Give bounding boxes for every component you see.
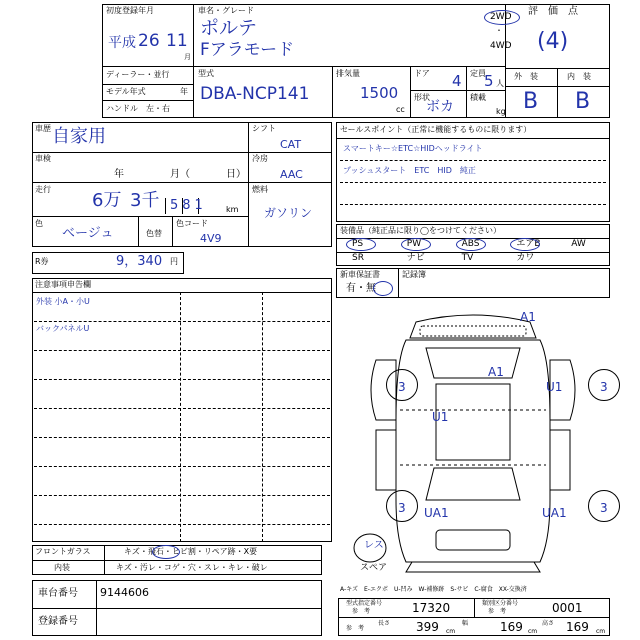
notes-line-1: 外装 小A・小U xyxy=(36,297,90,306)
mileage-label: 走行 xyxy=(35,185,51,194)
reg-year: 26 xyxy=(138,31,160,51)
drive-2wd: 2WD xyxy=(490,12,512,22)
sales-line-1: スマートキー☆ETC☆HIDヘッドライト xyxy=(343,144,483,153)
load-label: 積載 xyxy=(470,93,486,102)
damage-mark: A1 xyxy=(520,310,536,324)
fuel-value: ガソリン xyxy=(264,206,313,220)
shift-label: シフト xyxy=(252,124,276,133)
interior-cond-label: 内装 xyxy=(54,563,70,572)
capacity-unit: 人 xyxy=(496,79,504,88)
damage-mark: 3 xyxy=(398,501,406,515)
registration-label: 登録番号 xyxy=(38,616,78,627)
displacement: 1500 xyxy=(360,84,399,102)
km-unit: km xyxy=(226,205,239,214)
interior-grade: B xyxy=(575,89,591,114)
mileage-units: 581 xyxy=(170,198,207,213)
drive-dot: ・ xyxy=(495,26,503,35)
equipment-item: ナビ xyxy=(406,253,425,263)
sales-title: セールスポイント（正常に機能するものに限ります） xyxy=(340,125,532,134)
damage-mark: 3 xyxy=(600,501,608,515)
model-year-unit: 年 xyxy=(180,87,188,96)
notes-title: 注意事項申告欄 xyxy=(35,280,91,289)
color-label: 色 xyxy=(35,219,43,228)
dim-hei: 169 xyxy=(566,620,589,634)
equipment-circle xyxy=(346,238,376,251)
records-label: 記録簿 xyxy=(402,270,426,279)
car-grade: Fアラモード xyxy=(200,40,295,60)
reg-month: 11 xyxy=(166,31,188,51)
insp-year-unit: 年 xyxy=(114,169,124,180)
windshield-value: キズ・飛石・ヒビ割・リペア跡・X要 xyxy=(124,547,258,556)
equipment-item: TV xyxy=(461,253,474,263)
shape: ボカ xyxy=(426,99,454,115)
dim-wid-unit: cm xyxy=(528,628,538,635)
color-value: ベージュ xyxy=(62,226,114,241)
recycle-unit: 円 xyxy=(170,257,178,266)
color-change-label: 色替 xyxy=(146,229,162,238)
mileage-ten-thousands: 6万 xyxy=(92,190,122,211)
dim-len: 399 xyxy=(416,620,439,634)
capacity-label: 定員 xyxy=(470,69,486,78)
handle-label: ハンドル 左・右 xyxy=(106,104,170,113)
dim-wid-label: 幅 xyxy=(462,620,469,627)
doors: 4 xyxy=(452,72,462,90)
windshield-label: フロントガラス xyxy=(35,547,91,556)
load-unit: kg xyxy=(496,107,506,116)
shift-value: CAT xyxy=(280,138,302,151)
category-label: 車歴 xyxy=(35,124,51,133)
ac-label: 冷房 xyxy=(252,154,268,163)
dim-len-unit: cm xyxy=(446,628,456,635)
notes-line-2: バックパネルU xyxy=(36,324,90,333)
equipment-item: カワ xyxy=(516,253,535,263)
insp-day-unit: 日） xyxy=(226,169,246,180)
displacement-label: 排気量 xyxy=(336,69,360,78)
interior-cond-value: キズ・汚レ・コゲ・穴・スレ・キレ・破レ xyxy=(116,563,268,572)
dim-hei-unit: cm xyxy=(596,628,606,635)
warranty-value: 有・無 xyxy=(346,283,376,294)
category-no: 0001 xyxy=(552,601,583,615)
reg-date-label: 初度登録年月 xyxy=(106,6,154,15)
equipment-item: AW xyxy=(571,239,586,249)
equipment-item: SR xyxy=(352,253,364,263)
car-name-label: 車名・グレード xyxy=(198,6,254,15)
type-spec: 17320 xyxy=(412,601,451,615)
equipment-item: ABS xyxy=(461,239,480,249)
chassis-label: 車台番号 xyxy=(38,588,78,599)
damage-mark: U1 xyxy=(546,380,563,394)
exterior-grade: B xyxy=(523,89,539,114)
rating-label: 評 価 点 xyxy=(528,6,578,17)
drive-4wd: 4WD xyxy=(490,41,512,51)
damage-mark: UA1 xyxy=(424,506,449,520)
windshield-circle xyxy=(152,545,180,559)
insp-month-unit: 月（ xyxy=(170,169,190,180)
recycle-label: R券 xyxy=(35,257,49,266)
color-code-label: 色コード xyxy=(176,219,208,228)
equipment-item: PS xyxy=(352,239,364,249)
damage-legend: A-キズ E-エクボ U-凹み W-補修跡 S-サビ C-腐食 XX-交換済 xyxy=(340,586,527,593)
damage-mark: 3 xyxy=(600,380,608,394)
category-no-label: 類別区分番号 xyxy=(482,600,519,607)
category-value: 自家用 xyxy=(52,126,106,147)
equipment-label: 装備品（純正品に限り◯をつけてください） xyxy=(340,226,501,235)
chassis-number: 9144606 xyxy=(100,586,149,599)
car-name: ポルテ xyxy=(200,17,258,39)
category-no-ref: 参 考 xyxy=(488,608,507,615)
warranty-circle xyxy=(373,281,393,296)
model-code: DBA-NCP141 xyxy=(200,84,310,104)
car-damage-diagram xyxy=(336,300,610,580)
mileage-thousands: 3千 xyxy=(130,190,160,211)
equipment-item: エアB xyxy=(516,239,541,249)
exterior-label: 外 装 xyxy=(514,72,538,81)
spare-label: スペア xyxy=(360,563,388,573)
rating-value: (4) xyxy=(537,29,569,54)
dealer-label: ディーラー・並行 xyxy=(106,70,170,79)
ac-value: AAC xyxy=(280,168,303,181)
door-label: ドア xyxy=(414,69,430,78)
sales-line-2: プッシュスタート ETC HID 純正 xyxy=(343,166,476,175)
cc-unit: cc xyxy=(396,105,405,114)
color-code: 4V9 xyxy=(200,232,222,245)
equipment-circle xyxy=(456,238,486,251)
capacity: 5 xyxy=(484,72,494,90)
dim-ref-label: 参 考 xyxy=(346,625,365,632)
spare-mark: レス xyxy=(364,540,384,551)
inspection-label: 車検 xyxy=(35,154,51,163)
dim-wid: 169 xyxy=(500,620,523,634)
warranty-label: 新車保証書 xyxy=(340,270,380,279)
damage-mark: A1 xyxy=(488,365,504,379)
recycle-value: 9，340 xyxy=(116,254,163,269)
shape-label: 形状 xyxy=(414,93,430,102)
reg-era: 平成 xyxy=(108,35,136,51)
dim-len-label: 長さ xyxy=(378,620,391,627)
damage-mark: U1 xyxy=(432,410,449,424)
type-spec-label: 型式指定番号 xyxy=(346,600,383,607)
equipment-item: PW xyxy=(406,239,422,249)
damage-mark: UA1 xyxy=(542,506,567,520)
interior-label: 内 装 xyxy=(567,72,591,81)
damage-mark: 3 xyxy=(398,380,406,394)
equipment-circle xyxy=(401,238,431,251)
type-label: 型式 xyxy=(198,69,214,78)
model-year-label: モデル年式 xyxy=(106,87,146,96)
reg-month-unit: 月 xyxy=(184,53,191,61)
fuel-label: 燃料 xyxy=(252,185,268,194)
type-spec-ref: 参 考 xyxy=(352,608,371,615)
notes-section xyxy=(32,278,332,542)
dim-hei-label: 高さ xyxy=(542,620,555,627)
